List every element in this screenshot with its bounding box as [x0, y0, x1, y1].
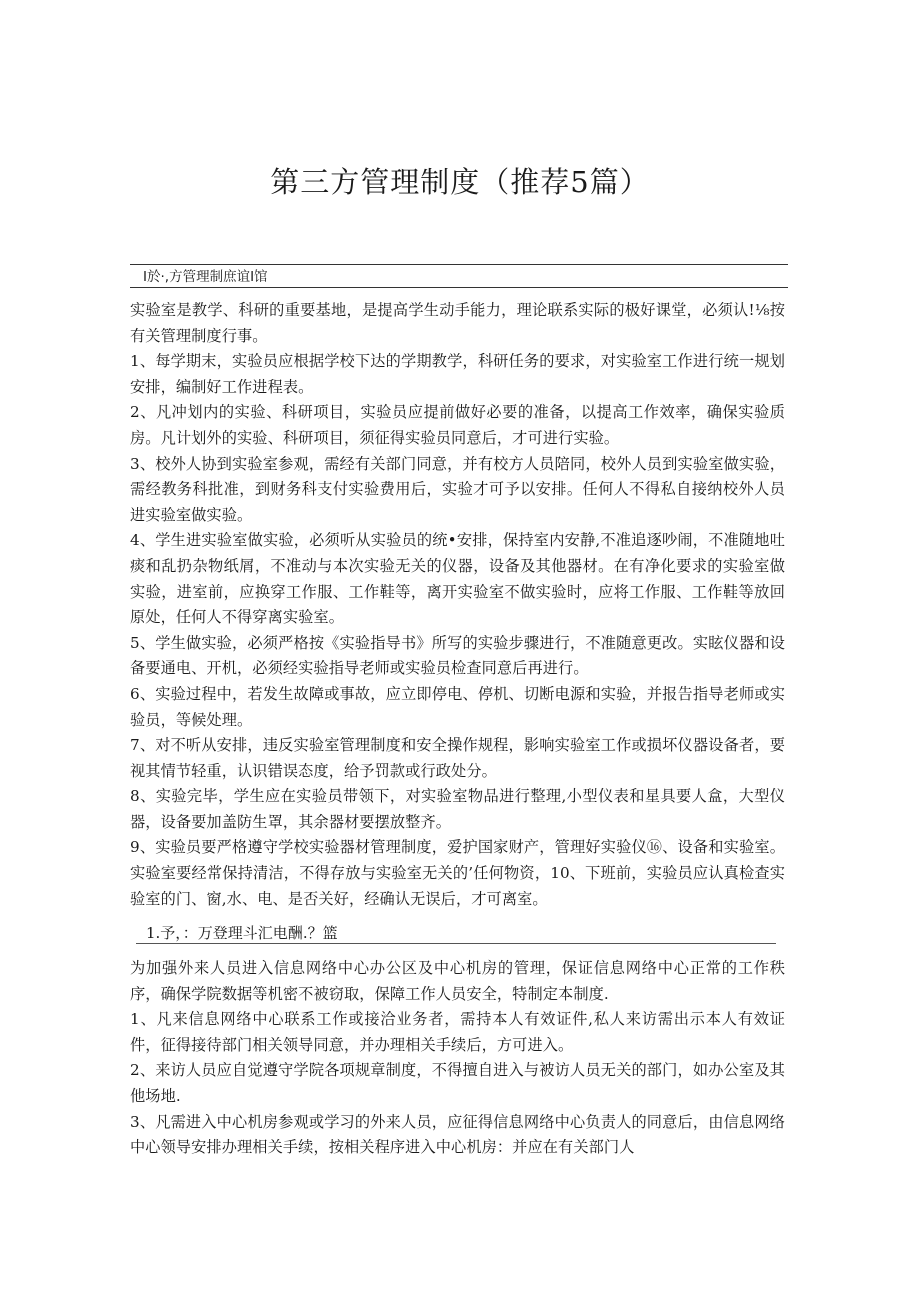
- section-2-heading-text: 1.予，：万登理斗汇电酬.？篮: [146, 924, 338, 942]
- section-1-body: [130, 298, 785, 912]
- section-2-body: [130, 956, 785, 1161]
- paragraph: 3、凡需进入中心机房参观或学习的外来人员，应征得信息网络中心负责人的同意后，由信息网络中心领导安排办理相关手续，按相关程序进入中心机房：并应在有关部门人: [130, 1112, 785, 1157]
- document-title: 第三方管理制度（推荐5篇）: [270, 165, 650, 199]
- section-2-heading: [136, 923, 776, 944]
- paragraph: 2、凡冲划内的实验、科研项目，实验员应提前做好必要的准备，以提高工作效率，确保实验质房。凡计划外的实验、科研项目，须征得实验员同意后，才可进行实验。: [130, 403, 785, 447]
- paragraph: 8、实验完毕，学生应在实验员带领下，对实验室物品进行整理,小型仪表和星具要人盒，大型仪器，设备要加盖防生罩，其余器材要摆放整齐。: [130, 787, 785, 831]
- paragraph: 1、每学期末，实验员应根据学校下达的学期教学，科研任务的要求，对实验室工作进行统一规划安排，编制好工作进程表。: [130, 352, 785, 396]
- paragraph: 实验室是教学、科研的重要基地，是提高学生动手能力，理论联系实际的极好课堂，必须认!⅛按有关管理制度行事。: [130, 301, 785, 345]
- paragraph: 5、学生做实验，必须严格按《实验指导书》所写的实验步骤进行，不准随意更改。实眩仪器和设备要通电、开机，必须经实验指导老师或实验员检查同意后再进行。: [130, 633, 785, 678]
- paragraph: 9、实验员要严格遵守学校实验器材管理制度，爱护国家财产，管理好实验仪⑯、设备和实验室。实验室要经常保持清洁，不得存放与实验室无关的’任何物资，10、下班前，实验员应认真检查实验室的门、窗,水、电、是否关好，经确认无误后，才可离室。: [130, 838, 785, 908]
- paragraph: 6、实验过程中，若发生故障或事故，应立即停电、停机、切断电源和实验，并报告指导老师或实验员，等候处理。: [130, 684, 785, 729]
- paragraph: 3、校外人协到实验室参观，需经有关部门同意，并有校方人员陪同，校外人员到实验室做实验，需经教务科批准，到财务科支付实验费用后，实验才可予以安排。任何人不得私自接纳校外人员进实验室做实验。: [130, 454, 785, 524]
- section-1-heading: [130, 264, 788, 288]
- section-1-heading-text: I於·,方管理制庶谊I馆: [143, 269, 268, 285]
- paragraph: 为加强外来人员进入信息网络中心办公区及中心机房的管理，保证信息网络中心正常的工作秩序，确保学院数据等机密不被窃取，保障工作人员安全，特制定本制度.: [130, 959, 785, 1003]
- paragraph: 4、学生进实验室做实验，必须听从实验员的统•安排，保持室内安静,不准追逐吵闹，不准随地吐痰和乱扔杂物纸屑，不准动与本次实验无关的仪器，设备及其他器材。在有净化要求的实验室做实验，进室前，应换穿工作服、工作鞋等，离开实验室不做实验时，应将工作服、工作鞋等放回原处，任何人不得穿离实验室。: [130, 531, 785, 627]
- paragraph: 7、对不听从安排，违反实验室管理制度和安全操作规程，影响实验室工作或损坏仪器设备者，要视其情节轻重，认识错误态度，给予罚款或行政处分。: [130, 736, 785, 780]
- paragraph: 1、凡来信息网络中心联系工作或接洽业务者，需持本人有效证件,私人来访需出示本人有效证件，征得接待部门相关领导同意，并办理相关手续后，方可进入。: [130, 1010, 785, 1054]
- paragraph: 2、来访人员应自觉遵守学院各项规章制度，不得擅自进入与被访人员无关的部门，如办公室及其他场地.: [130, 1061, 785, 1105]
